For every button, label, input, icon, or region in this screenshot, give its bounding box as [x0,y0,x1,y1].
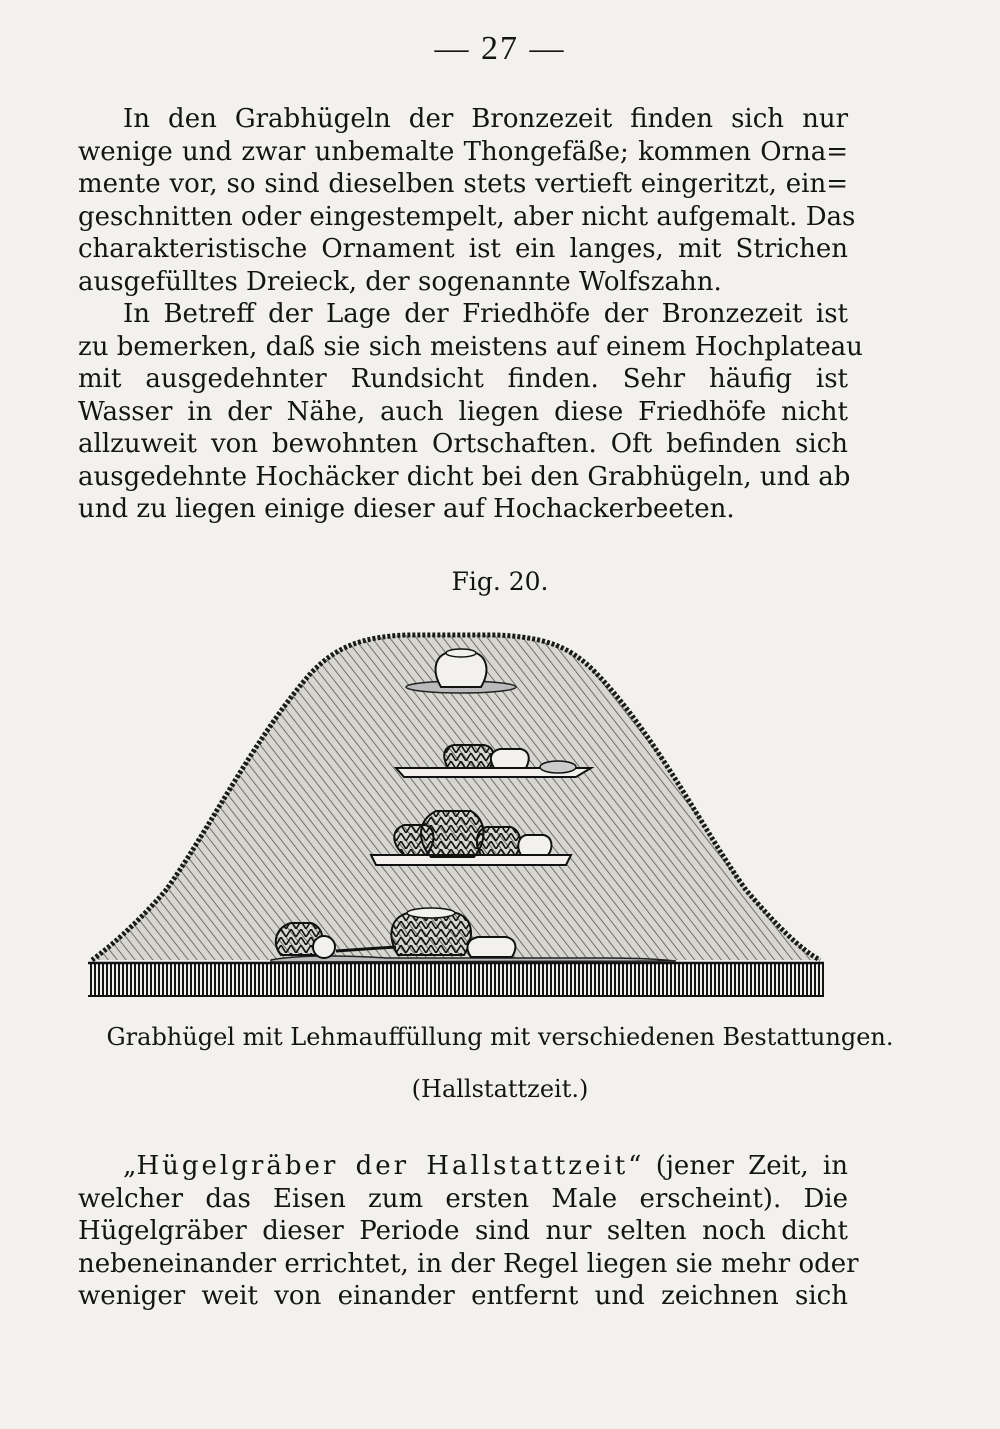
text-line: In den Grabhügeln der Bronzezeit finden sich nur [123,104,848,134]
paragraph-hallstatt-barrows [78,1150,859,1313]
text-line: nebeneinander errichtet, in der Regel liegen sie mehr oder [78,1248,859,1279]
paragraph-cemetery-location [78,298,863,526]
page-number: — 27 — [434,30,566,67]
text-line: Wasser in der Nähe, auch liegen diese Friedhöfe nicht [78,396,848,427]
text-line: In Betreff der Lage der Friedhöfe der Bronzezeit ist [123,299,848,329]
text-fragment: “ (jener Zeit, in [628,1151,848,1181]
text-line: ausgedehnte Hochäcker dicht bei den Grabhügeln, und ab [78,461,851,492]
text-line [78,1150,848,1183]
text-line: allzuweit von bewohnten Ortschaften. Oft befinden sich [78,429,848,459]
text-line: und zu liegen einige dieser auf Hochackerbeeten. [78,494,735,524]
text-line: Hügelgräber dieser Periode sind nur selten noch dicht [78,1216,848,1246]
figure-caption-period: (Hallstattzeit.) [411,1075,589,1103]
burial-mound-illustration [86,625,826,1000]
text-line: geschnitten oder eingestempelt, aber nicht aufgemalt. Das [78,201,856,232]
emphasized-heading: Hügelgräber der Hallstattzeit [136,1151,629,1181]
text-line: charakteristische Ornament ist ein langes, mit Strichen [78,234,848,264]
text-line: ausgefülltes Dreieck, der sogenannte Wolfszahn. [78,266,722,297]
text-line: mente vor, so sind dieselben stets vertieft eingeritzt, ein= [78,169,848,199]
text-line: mit ausgedehnter Rundsicht finden. Sehr häufig ist [78,364,848,394]
text-line: wenige und zwar unbemalte Thongefäße; kommen Orna= [78,136,848,167]
text-line: zu bemerken, daß sie sich meistens auf einem Hochplateau [78,331,863,362]
figure-caption: Grabhügel mit Lehmauffüllung mit verschiedenen Bestattungen. [106,1023,894,1051]
paragraph-bronze-age-pottery [78,103,856,298]
ground-base [88,963,824,996]
figure-label: Fig. 20. [451,567,549,596]
text-line: weniger weit von einander entfernt und zeichnen sich [78,1281,848,1311]
opening-quote: „ [123,1151,137,1181]
text-line: welcher das Eisen zum ersten Male erscheint). Die [78,1183,848,1214]
